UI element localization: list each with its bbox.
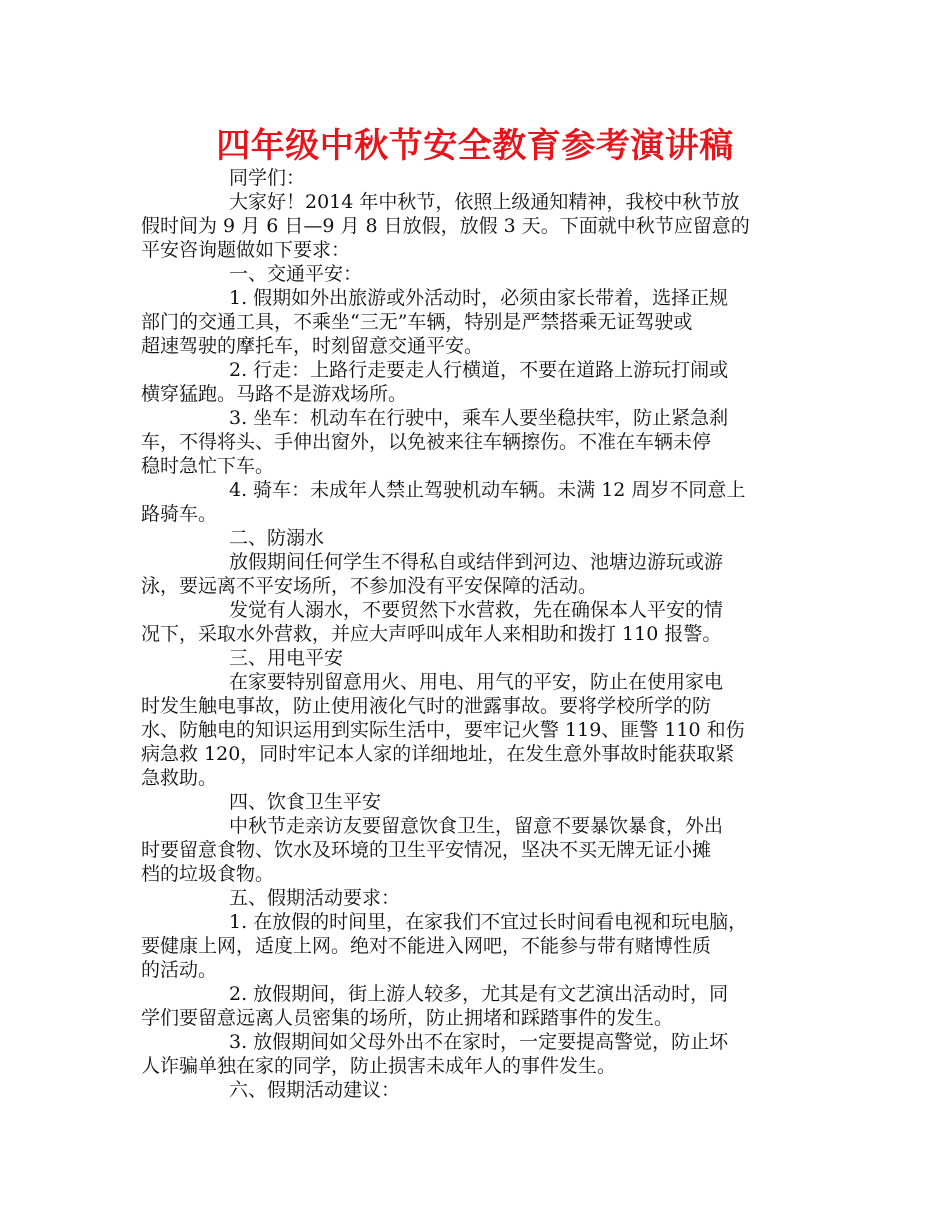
paragraph-line: 路骑车。 — [141, 503, 218, 525]
paragraph-line: 2. 放假期间，街上游人较多，尤其是有文艺演出活动时，同 — [229, 983, 729, 1005]
paragraph-line: 假时间为 9 月 6 日—9 月 8 日放假，放假 3 天。下面就中秋节应留意的 — [141, 215, 750, 237]
paragraph-line: 平安咨询题做如下要求： — [141, 239, 351, 261]
paragraph-line: 中秋节走亲访友要留意饮食卫生，留意不要暴饮暴食，外出 — [229, 815, 724, 837]
paragraph-line: 同学们： — [229, 167, 306, 189]
paragraph-line: 在家要特别留意用火、用电、用气的平安，防止在使用家电 — [229, 671, 724, 693]
paragraph-line: 四、饮食卫生平安 — [229, 791, 382, 813]
paragraph-line: 六、假期活动建议： — [229, 1079, 401, 1101]
document-body — [141, 166, 811, 1102]
paragraph-line: 三、用电平安 — [229, 647, 344, 669]
paragraph-line: 3. 坐车：机动车在行驶中，乘车人要坐稳扶牢，防止紧急刹 — [229, 407, 729, 429]
paragraph-line: 放假期间任何学生不得私自或结伴到河边、池塘边游玩或游 — [229, 551, 724, 573]
paragraph-line: 1. 假期如外出旅游或外活动时，必须由家长带着，选择正规 — [229, 287, 729, 309]
paragraph-line: 横穿猛跑。马路不是游戏场所。 — [141, 383, 408, 405]
paragraph-line: 泳，要远离不平安场所，不参加没有平安保障的活动。 — [141, 575, 598, 597]
paragraph-line: 发觉有人溺水，不要贸然下水营救，先在确保本人平安的情 — [229, 599, 724, 621]
document-title: 四年级中秋节安全教育参考演讲稿 — [216, 126, 734, 166]
paragraph-line: 大家好！2014 年中秋节，依照上级通知精神，我校中秋节放 — [229, 191, 740, 213]
paragraph-line: 急救助。 — [141, 767, 218, 789]
paragraph-line: 时发生触电事故，防止使用液化气时的泄露事故。要将学校所学的防 — [141, 695, 712, 717]
paragraph-line: 水、防触电的知识运用到实际生活中，要牢记火警 119、匪警 110 和伤 — [141, 719, 745, 741]
paragraph-line: 部门的交通工具，不乘坐“三无”车辆，特别是严禁搭乘无证驾驶或 — [141, 311, 693, 333]
paragraph-line: 3. 放假期间如父母外出不在家时，一定要提高警觉，防止坏 — [229, 1031, 729, 1053]
paragraph-line: 人诈骗单独在家的同学，防止损害未成年人的事件发生。 — [141, 1055, 617, 1077]
paragraph-line: 档的垃圾食物。 — [141, 863, 275, 885]
paragraph-line: 要健康上网，适度上网。绝对不能进入网吧，不能参与带有赌博性质 — [141, 935, 712, 957]
paragraph-line: 超速驾驶的摩托车，时刻留意交通平安。 — [141, 335, 484, 357]
paragraph-line: 的活动。 — [141, 959, 218, 981]
paragraph-line: 学们要留意远离人员密集的场所，防止拥堵和踩踏事件的发生。 — [141, 1007, 674, 1029]
paragraph-line: 况下，采取水外营救，并应大声呼叫成年人来相助和拨打 110 报警。 — [141, 623, 722, 645]
paragraph-line: 车，不得将头、手伸出窗外，以免被来往车辆擦伤。不准在车辆未停 — [141, 431, 712, 453]
paragraph-line: 一、交通平安： — [229, 263, 363, 285]
paragraph-line: 2. 行走：上路行走要走人行横道，不要在道路上游玩打闹或 — [229, 359, 729, 381]
paragraph-line: 五、假期活动要求： — [229, 887, 401, 909]
paragraph-line: 4. 骑车：未成年人禁止驾驶机动车辆。未满 12 周岁不同意上 — [229, 479, 746, 501]
paragraph-line: 二、防溺水 — [229, 527, 325, 549]
paragraph-line: 时要留意食物、饮水及环境的卫生平安情况，坚决不买无牌无证小摊 — [141, 839, 712, 861]
paragraph-line: 病急救 120，同时牢记本人家的详细地址，在发生意外事故时能获取紧 — [141, 743, 735, 765]
paragraph-line: 稳时急忙下车。 — [141, 455, 275, 477]
paragraph-line: 1. 在放假的时间里，在家我们不宜过长时间看电视和玩电脑， — [229, 911, 748, 933]
